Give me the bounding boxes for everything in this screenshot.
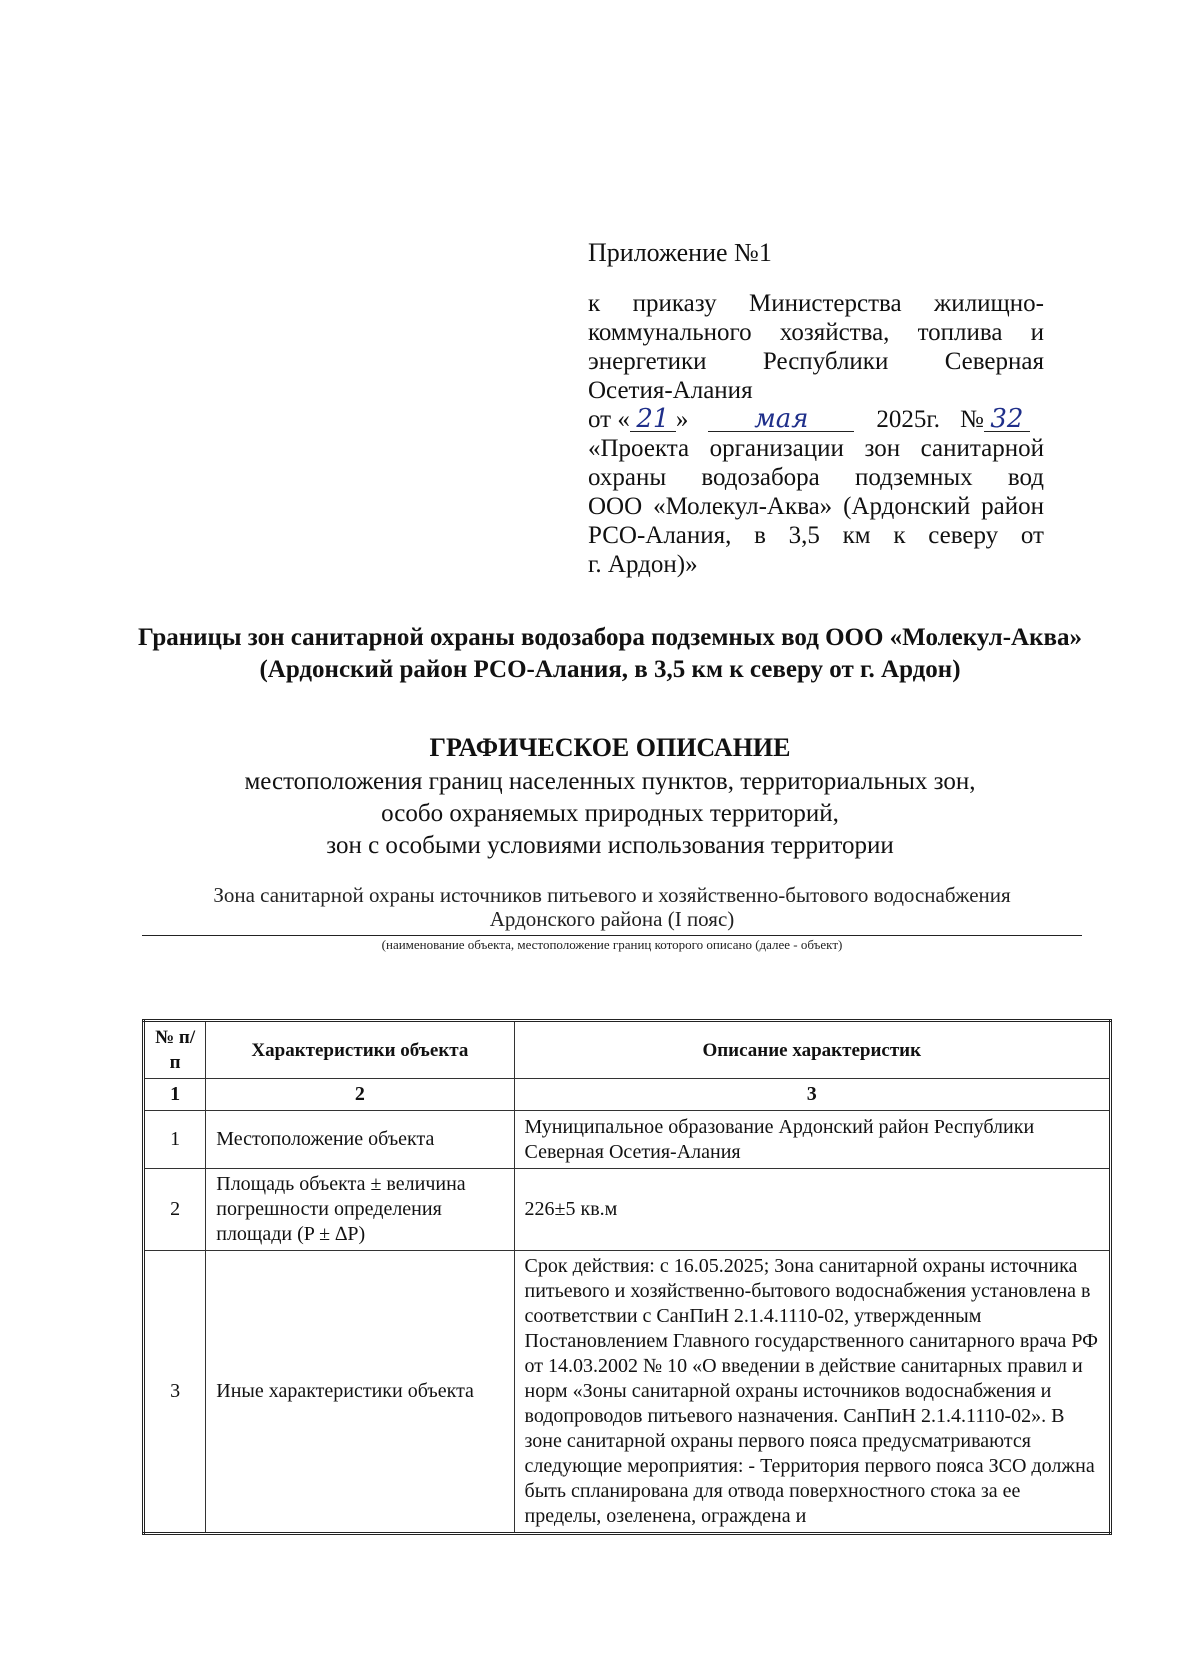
subtitle-line: местоположения границ населенных пунктов, территориальных зон, <box>244 768 976 795</box>
project-line: г. Ардон)» <box>588 551 698 578</box>
handwritten-number: 32 <box>984 407 1030 432</box>
table-row <box>144 1111 1111 1169</box>
heading-line: (Ардонский район РСО-Алания, в 3,5 км к северу от г. Ардон) <box>259 656 961 683</box>
index-cell: 1 <box>144 1079 206 1111</box>
index-cell: 3 <box>514 1079 1110 1111</box>
project-line: РСО-Алания, в 3,5 км к северу от <box>588 522 1044 549</box>
row-characteristic: Местоположение объекта <box>206 1111 514 1169</box>
project-line: «Проекта организации зон санитарной <box>588 435 1044 462</box>
row-description: Муниципальное образование Ардонский район Республики Северная Осетия-Алания <box>514 1111 1110 1169</box>
row-characteristic: Иные характеристики объекта <box>206 1251 514 1534</box>
graphic-description-title: ГРАФИЧЕСКОЕ ОПИСАНИЕ <box>429 733 791 762</box>
project-line: ООО «Молекул-Аква» (Ардонский район <box>588 493 1044 520</box>
table-header-row <box>144 1021 1111 1079</box>
date-mid: » <box>675 406 689 433</box>
characteristics-table <box>142 1019 1112 1535</box>
appendix-line: энергетики Республики Северная <box>588 348 1044 375</box>
number-prefix: № <box>960 406 984 433</box>
header-description: Описание характеристик <box>514 1021 1110 1079</box>
handwritten-day: 21 <box>630 407 676 432</box>
handwritten-month: мая <box>708 407 854 432</box>
subtitle-line: зон с особыми условиями использования территории <box>326 832 894 859</box>
object-name-caption: (наименование объекта, местоположение границ которого описано (далее - объект) <box>381 937 843 952</box>
date-prefix: от « <box>588 406 630 433</box>
object-name-line: Ардонского района (I пояс) <box>489 907 735 931</box>
row-characteristic: Площадь объекта ± величина погрешности определения площади (P ± ∆P) <box>206 1169 514 1251</box>
row-num: 3 <box>144 1251 206 1534</box>
subtitle-line: особо охраняемых природных территорий, <box>381 800 839 827</box>
heading-line: Границы зон санитарной охраны водозабора подземных вод ООО «Молекул-Аква» <box>138 624 1082 651</box>
project-line: охраны водозабора подземных вод <box>588 464 1044 491</box>
table-index-row <box>144 1079 1111 1111</box>
appendix-title: Приложение №1 <box>588 238 772 267</box>
row-num: 2 <box>144 1169 206 1251</box>
table-row <box>144 1169 1111 1251</box>
table-row <box>144 1251 1111 1534</box>
underline-rule <box>142 935 1082 936</box>
order-date-line <box>588 405 1044 434</box>
header-num: № п/п <box>144 1021 206 1079</box>
date-year: 2025г. <box>876 406 941 433</box>
appendix-line: коммунального хозяйства, топлива и <box>588 319 1044 346</box>
row-description: 226±5 кв.м <box>514 1169 1110 1251</box>
zone-boundaries-heading <box>110 622 1110 686</box>
object-name <box>142 883 1082 931</box>
object-name-line: Зона санитарной охраны источников питьевого и хозяйственно-бытового водоснабжения <box>213 883 1011 907</box>
row-description: Срок действия: с 16.05.2025; Зона санитарной охраны источника питьевого и хозяйственно-бытового водоснабжения установлена в соответствии с СанПиН 2.1.4.1110-02, утвержденным Постановлением Главного государственного санитарного врача РФ от 14.03.2002 № 10 «О введении в действие санитарных правил и норм «Зоны санитарной охраны источников водоснабжения и водопроводов питьевого назначения. СанПиН 2.1.4.1110-02». В зоне санитарной охраны первого пояса предусматриваются следующие мероприятия: - Территория первого пояса ЗСО должна быть спланирована для отвода поверхностного стока за ее пределы, озеленена, ограждена и <box>514 1251 1110 1534</box>
appendix-line: Осетия-Алания <box>588 377 753 404</box>
index-cell: 2 <box>206 1079 514 1111</box>
header-characteristics: Характеристики объекта <box>206 1021 514 1079</box>
graphic-description-subtitle <box>110 766 1110 862</box>
row-num: 1 <box>144 1111 206 1169</box>
appendix-line: к приказу Министерства жилищно- <box>588 290 1044 317</box>
appendix-block <box>588 238 1044 579</box>
